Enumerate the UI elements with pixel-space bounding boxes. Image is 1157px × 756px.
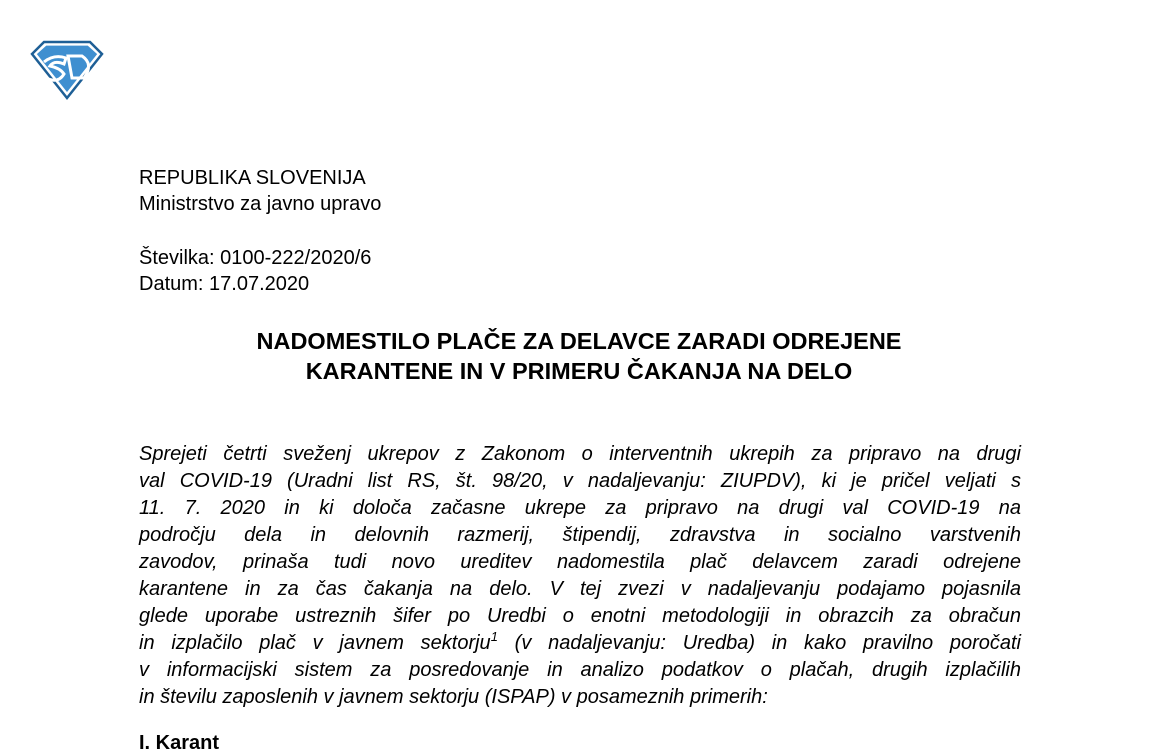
- paragraph-line: zavodov, prinaša tudi novo ureditev nadomestila plač delavcem zaradi odrejene: [139, 551, 1021, 573]
- title-line-2: KARANTENE IN V PRIMERU ČAKANJA NA DELO: [305, 358, 853, 384]
- document-title: [139, 326, 1019, 386]
- paragraph-line: val COVID-19 (Uradni list RS, št. 98/20, v nadaljevanju: ZIUPDV), ki je pričel veljati s: [139, 470, 1021, 492]
- title-line-1: NADOMESTILO PLAČE ZA DELAVCE ZARADI ODREJENE: [256, 328, 902, 354]
- paragraph-line: glede uporabe ustreznih šifer po Uredbi o enotni metodologiji in obrazcih za obračun: [139, 605, 1021, 627]
- country-name: REPUBLIKA SLOVENIJA: [139, 167, 366, 189]
- ministry-name: Ministrstvo za javno upravo: [139, 193, 382, 215]
- paragraph-line: Sprejeti četrti sveženj ukrepov z Zakonom o interventnih ukrepih za pripravo na drugi: [139, 443, 1021, 465]
- document-meta: [139, 245, 371, 297]
- issuer-block: [139, 165, 381, 217]
- document-date: Datum: 17.07.2020: [139, 273, 310, 295]
- paragraph-line: 11. 7. 2020 in ki določa začasne ukrepe za pripravo na drugi val COVID-19 na: [139, 497, 1021, 519]
- paragraph-line: področju dela in delovnih razmerij, štipendij, zdravstva in socialno varstvenih: [139, 524, 1021, 546]
- footnote-reference[interactable]: 1: [490, 629, 498, 644]
- paragraph-text: in izplačilo plač v javnem sektorju: [139, 632, 491, 654]
- section-heading-cutoff: I. Karant: [139, 732, 220, 754]
- sd-diamond-logo-icon: [30, 40, 104, 100]
- body-paragraph: [139, 441, 1021, 711]
- paragraph-line-with-footnote: [139, 630, 1021, 657]
- paragraph-line: karantene in za čas čakanja na delo. V tej zvezi v nadaljevanju podajamo pojasnila: [139, 578, 1021, 600]
- paragraph-text: (v nadaljevanju: Uredba) in kako pravilno poročati: [497, 632, 1022, 654]
- document-number: Številka: 0100-222/2020/6: [139, 247, 372, 269]
- paragraph-line: v informacijski sistem za posredovanje in analizo podatkov o plačah, drugih izplačilih: [139, 659, 1021, 681]
- paragraph-line: in številu zaposlenih v javnem sektorju (ISPAP) v posameznih primerih:: [139, 686, 768, 708]
